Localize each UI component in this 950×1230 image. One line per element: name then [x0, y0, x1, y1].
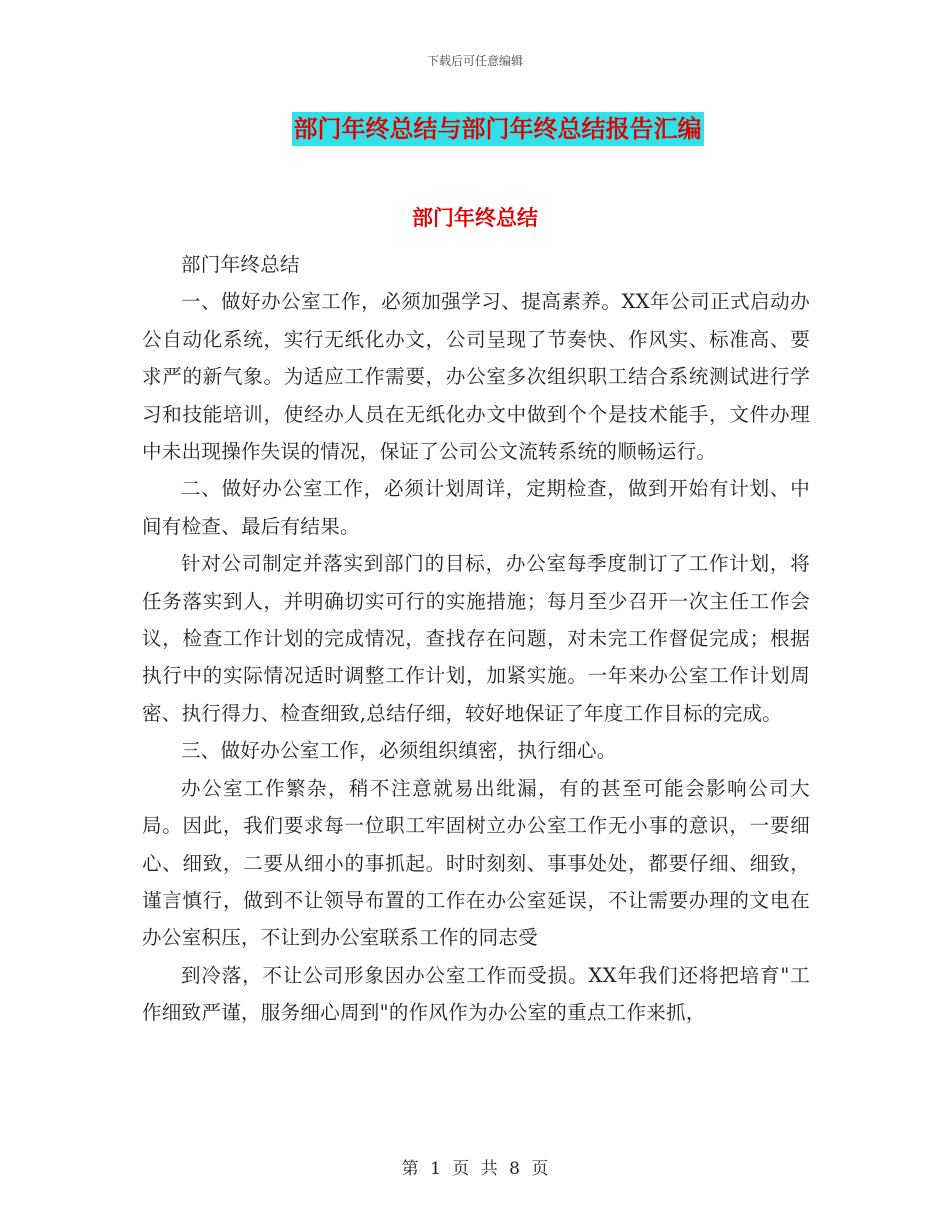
page-number: 第 1 页 共 8 页: [401, 1159, 549, 1179]
page-header-note: 下载后可任意编辑: [426, 54, 523, 68]
paragraph: 三、做好办公室工作，必须组织缜密，执行细心。: [181, 739, 617, 763]
document-body: [142, 246, 810, 1032]
paragraph: 一、做好办公室工作，必须加强学习、提高素养。XX年公司正式启动办公自动化系统，实行无纸化办文，公司呈现了节奏快、作风实、标准高、要求严的新气象。为适应工作需要，办公室多次组织职工结合系统测试进行学习和技能培训，使经办人员在无纸化办文中做到个个是技术能手，文件办理中未出现操作失误的情况，保证了公司公文流转系统的顺畅运行。: [142, 290, 810, 464]
paragraph: 到冷落，不让公司形象因办公室工作而受损。XX年我们还将把培育"工作细致严谨，服务细心周到"的作风作为办公室的重点工作来抓，: [142, 963, 810, 1025]
main-title-container: [0, 112, 950, 146]
section-title: 部门年终总结: [412, 205, 538, 230]
paragraph: 针对公司制定并落实到部门的目标，办公室每季度制订了工作计划，将任务落实到人，并明确切实可行的实施措施；每月至少召开一次主任工作会议，检查工作计划的完成情况，查找存在问题，对未完工作督促完成；根据执行中的实际情况适时调整工作计划，加紧实施。一年来办公室工作计划周密、执行得力、检查细致,总结仔细，较好地保证了年度工作目标的完成。: [142, 552, 810, 725]
main-title: 部门年终总结与部门年终总结报告汇编: [292, 112, 704, 146]
paragraph-heading: 部门年终总结: [181, 253, 300, 276]
paragraph: 办公室工作繁杂，稍不注意就易出纰漏，有的甚至可能会影响公司大局。因此，我们要求每一位职工牢固树立办公室工作无小事的意识，一要细心、细致，二要从细小的事抓起。时时刻刻、事事处处，都要仔细、细致，谨言慎行，做到不让领导布置的工作在办公室延误，不让需要办理的文电在办公室积压，不让到办公室联系工作的同志受: [142, 776, 810, 950]
paragraph: 二、做好办公室工作，必须计划周详，定期检查，做到开始有计划、中间有检查、最后有结果。: [142, 477, 810, 538]
